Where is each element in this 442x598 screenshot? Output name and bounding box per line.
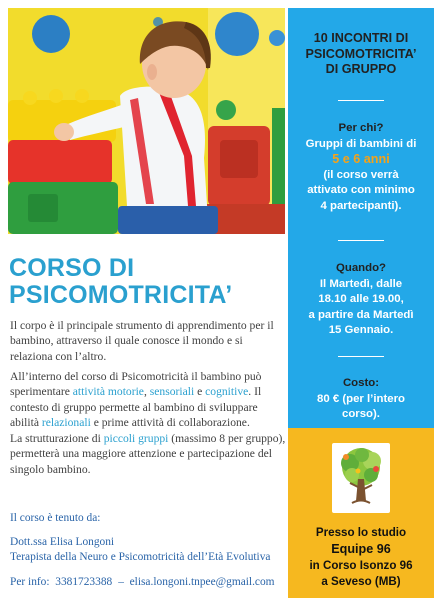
phone-number[interactable]: 3381723388 — [55, 575, 113, 588]
who-section — [288, 121, 434, 214]
course-title — [9, 255, 279, 309]
when-line: a partire da Martedì — [308, 308, 414, 321]
headline-line: PSICOMOTRICITA’ — [305, 46, 417, 61]
text: (massimo 8 per gruppo), permetterà una maggiore attenzione e partecipazione del singolo bambino. — [10, 432, 286, 476]
activities-paragraph — [10, 369, 288, 431]
divider — [338, 100, 384, 101]
highlight-motor: attività motorie — [72, 385, 144, 399]
studio-address — [288, 525, 434, 591]
who-line: Gruppi di bambini di — [305, 137, 417, 150]
teacher-role: Terapista della Neuro e Psicomotricità dell’Età Evolutiva — [10, 551, 271, 564]
contact-intro: Il corso è tenuto da: — [10, 512, 101, 524]
highlight-sensory: sensoriali — [149, 385, 195, 399]
divider — [338, 356, 384, 357]
when-line: 18.10 alle 19.00, — [318, 293, 404, 305]
cost-label: Costo: — [342, 377, 380, 389]
hero-photo — [8, 8, 285, 234]
teacher-name: Dott.ssa Elisa Longoni — [10, 536, 115, 549]
when-line: Il Martedì, dalle — [319, 277, 403, 290]
when-line: 15 Gennaio. — [328, 324, 394, 336]
contact-block — [10, 511, 300, 590]
studio-line: Presso lo studio — [315, 526, 407, 539]
divider — [338, 240, 384, 241]
studio-line: in Corso Isonzo 96 — [309, 558, 413, 572]
text: All’interno del corso di Psicomotricità il bambino può sperimentare — [10, 370, 262, 399]
headline-line: DI GRUPPO — [325, 62, 397, 76]
info-panel-blue — [288, 8, 434, 428]
who-note: attivato con minimo — [307, 184, 415, 196]
studio-line: a Seveso (MB) — [321, 575, 401, 589]
highlight-relational: relazionali — [41, 416, 91, 430]
text: . Il contesto di gruppo permette al bambino di sviluppare abilità — [10, 385, 262, 430]
groups-paragraph — [10, 431, 288, 477]
cost-line: corso). — [342, 408, 380, 420]
text: e — [194, 385, 206, 399]
who-note: 4 partecipanti). — [320, 199, 402, 212]
cost-line: 80 € (per l’intero — [317, 392, 405, 405]
text: e prime attività di collaborazione. — [90, 416, 250, 430]
when-section — [288, 261, 434, 339]
headline-line: 10 INCONTRI DI — [313, 31, 409, 45]
intro-paragraph: Il corpo è il principale strumento di apprendimento per il bambino, attraverso il quale conosce il mondo e si relaziona con l’altro. — [10, 319, 274, 363]
location-panel-yellow — [288, 428, 434, 598]
highlight-cognitive: cognitive — [205, 385, 249, 399]
info-label: Per info: — [10, 575, 50, 588]
text: La strutturazione di — [10, 432, 104, 445]
email-link[interactable]: elisa.longoni.tnpee@gmail.com — [129, 575, 275, 588]
tree-logo — [332, 443, 390, 513]
who-label: Per chi? — [338, 122, 384, 134]
course-title-line-2: PSICOMOTRICITA’ — [9, 281, 233, 309]
studio-name: Equipe 96 — [331, 542, 391, 557]
course-title-line-1: CORSO DI — [9, 254, 135, 282]
headline — [288, 31, 434, 78]
when-label: Quando? — [336, 262, 386, 274]
text: , — [143, 385, 150, 399]
contact-info-line — [10, 575, 300, 590]
cost-section — [288, 376, 434, 423]
highlight-small-groups: piccoli gruppi — [103, 432, 169, 445]
who-note: (il corso verrà — [323, 168, 399, 181]
dash: – — [118, 575, 124, 588]
who-ages: 5 e 6 anni — [332, 152, 390, 166]
